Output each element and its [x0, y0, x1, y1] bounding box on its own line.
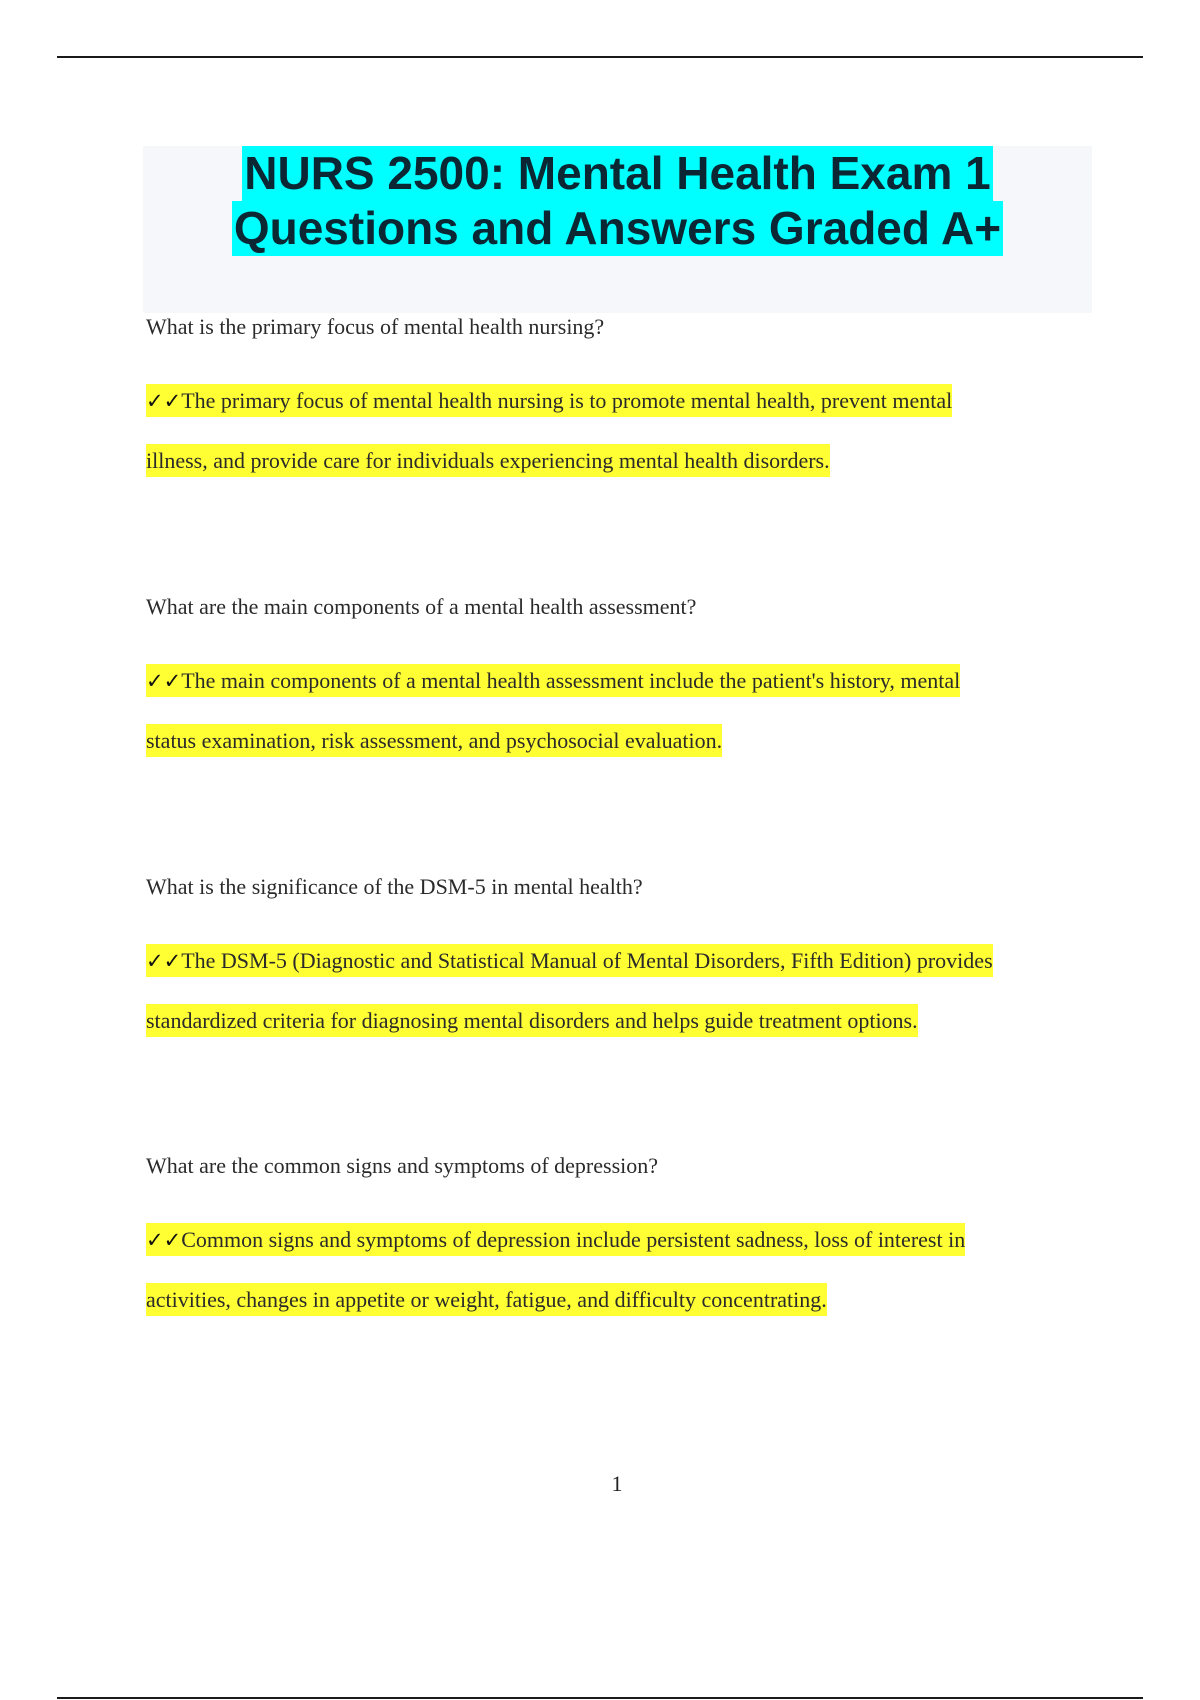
- title-line-2: Questions and Answers Graded A+: [233, 202, 1002, 254]
- answer-text: [146, 931, 1146, 1051]
- title-line-1: NURS 2500: Mental Health Exam 1: [244, 147, 991, 199]
- question-text: What is the significance of the DSM-5 in mental health?: [146, 874, 643, 899]
- qa-item: [146, 1152, 1146, 1330]
- qa-item: [146, 873, 1146, 1051]
- double-check-icon: ✓✓: [146, 1228, 182, 1252]
- answer-line-1: The DSM-5 (Diagnostic and Statistical Manual of Mental Disorders, Fifth Edition) provides: [181, 948, 993, 973]
- answer-line-1: Common signs and symptoms of depression include persistent sadness, loss of interest in: [181, 1227, 966, 1252]
- answer-text: [146, 651, 1146, 771]
- answer-line-1: The primary focus of mental health nursing is to promote mental health, prevent mental: [181, 388, 953, 413]
- answer-text: [146, 1210, 1146, 1330]
- double-check-icon: ✓✓: [146, 949, 182, 973]
- qa-item: [146, 593, 1146, 771]
- double-check-icon: ✓✓: [146, 389, 182, 413]
- answer-line-2: standardized criteria for diagnosing mental disorders and helps guide treatment options.: [146, 1004, 918, 1037]
- page-number: 1: [611, 1471, 623, 1496]
- question-text: What are the main components of a mental health assessment?: [146, 594, 697, 619]
- bottom-rule: [57, 1697, 1143, 1699]
- qa-item: [146, 313, 1146, 491]
- question-text: What is the primary focus of mental health nursing?: [146, 314, 605, 339]
- answer-line-2: illness, and provide care for individuals experiencing mental health disorders.: [146, 444, 830, 477]
- question-text: What are the common signs and symptoms of depression?: [146, 1153, 659, 1178]
- answer-line-2: activities, changes in appetite or weight, fatigue, and difficulty concentrating.: [146, 1283, 827, 1316]
- document-title: [143, 146, 1092, 256]
- answer-text: [146, 371, 1146, 491]
- double-check-icon: ✓✓: [146, 669, 182, 693]
- answer-line-2: status examination, risk assessment, and psychosocial evaluation.: [146, 724, 722, 757]
- answer-line-1: The main components of a mental health assessment include the patient's history, mental: [181, 668, 961, 693]
- top-rule: [57, 56, 1143, 58]
